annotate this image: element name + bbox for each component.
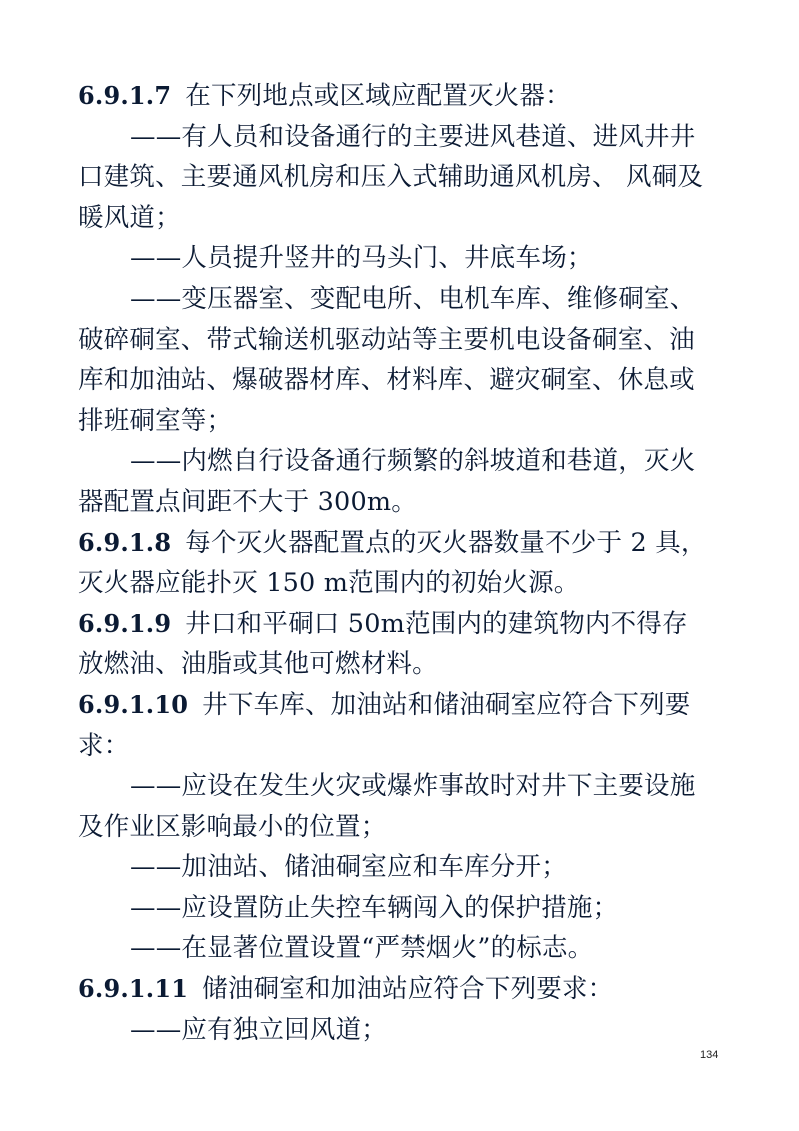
line-text: ——变压器室、变配电所、电机车库、维修硐室、 xyxy=(130,283,696,314)
line-text: ——加油站、储油硐室应和车库分开； xyxy=(130,852,567,883)
line-text: ——应设置防止失控车辆闯入的保护措施； xyxy=(130,892,619,923)
line-text: 放燃油、油脂或其他可燃材料。 xyxy=(78,649,438,680)
text-line xyxy=(78,117,726,158)
line-text: 破碎硐室、带式输送机驱动站等主要机电设备硐室、油 xyxy=(78,324,695,355)
line-text: 口建筑、主要通风机房和压入式辅助通风机房、 风硐及 xyxy=(78,162,704,193)
line-text: 求： xyxy=(78,730,130,761)
line-text: 灭火器应能扑灭 150 m范围内的初始火源。 xyxy=(78,568,580,599)
line-text: 井口和平硐口 50m范围内的建筑物内不得存 xyxy=(185,608,688,639)
line-text: ——应有独立回风道； xyxy=(130,1014,388,1045)
text-line xyxy=(78,847,726,888)
clause-line xyxy=(78,604,726,645)
text-line xyxy=(78,807,726,848)
line-text: ——在显著位置设置“严禁烟火”的标志。 xyxy=(130,933,594,964)
text-line xyxy=(78,360,726,401)
clause-number: 6.9.1.9 xyxy=(78,608,172,638)
line-text: ——人员提升竖井的马头门、井底车场； xyxy=(130,243,593,274)
line-text: 排班硐室等； xyxy=(78,405,233,436)
text-line xyxy=(78,1010,726,1051)
text-line xyxy=(78,766,726,807)
clause-line xyxy=(78,685,726,726)
line-text: 器配置点间距不大于 300m。 xyxy=(78,486,417,517)
line-text: 及作业区影响最小的位置； xyxy=(78,811,387,842)
text-line xyxy=(78,279,726,320)
clause-number: 6.9.1.8 xyxy=(78,527,172,557)
text-line xyxy=(78,441,726,482)
clause-number: 6.9.1.11 xyxy=(78,974,189,1004)
text-line xyxy=(78,320,726,361)
text-line xyxy=(78,401,726,442)
clause-line xyxy=(78,76,726,117)
text-line xyxy=(78,888,726,929)
line-text: ——内燃自行设备通行频繁的斜坡道和巷道，灭火 xyxy=(130,446,696,477)
line-text: 在下列地点或区域应配置灭火器： xyxy=(185,81,571,111)
line-text: 库和加油站、爆破器材库、材料库、避灾硐室、休息或 xyxy=(78,365,695,396)
text-line xyxy=(78,928,726,969)
text-line xyxy=(78,482,726,523)
line-text: ——有人员和设备通行的主要进风巷道、进风井井 xyxy=(130,121,696,152)
page-number: 134 xyxy=(700,1049,719,1061)
clause-number: 6.9.1.7 xyxy=(78,81,172,110)
line-text: 每个灭火器配置点的灭火器数量不少于 2 具， xyxy=(185,527,707,558)
text-line xyxy=(78,238,726,279)
text-line xyxy=(78,157,726,198)
clause-number: 6.9.1.10 xyxy=(78,689,189,719)
text-line xyxy=(78,726,726,767)
line-text: 井下车库、加油站和储油硐室应符合下列要 xyxy=(202,689,691,720)
text-line xyxy=(78,198,726,239)
clause-line xyxy=(78,523,726,564)
line-text: ——应设在发生火灾或爆炸事故时对井下主要设施 xyxy=(130,771,696,802)
clause-line xyxy=(78,969,726,1010)
line-text: 储油硐室和加油站应符合下列要求： xyxy=(202,974,614,1005)
text-line xyxy=(78,563,726,604)
text-line xyxy=(78,644,726,685)
document-body xyxy=(78,76,726,1050)
line-text: 暖风道； xyxy=(78,202,181,233)
